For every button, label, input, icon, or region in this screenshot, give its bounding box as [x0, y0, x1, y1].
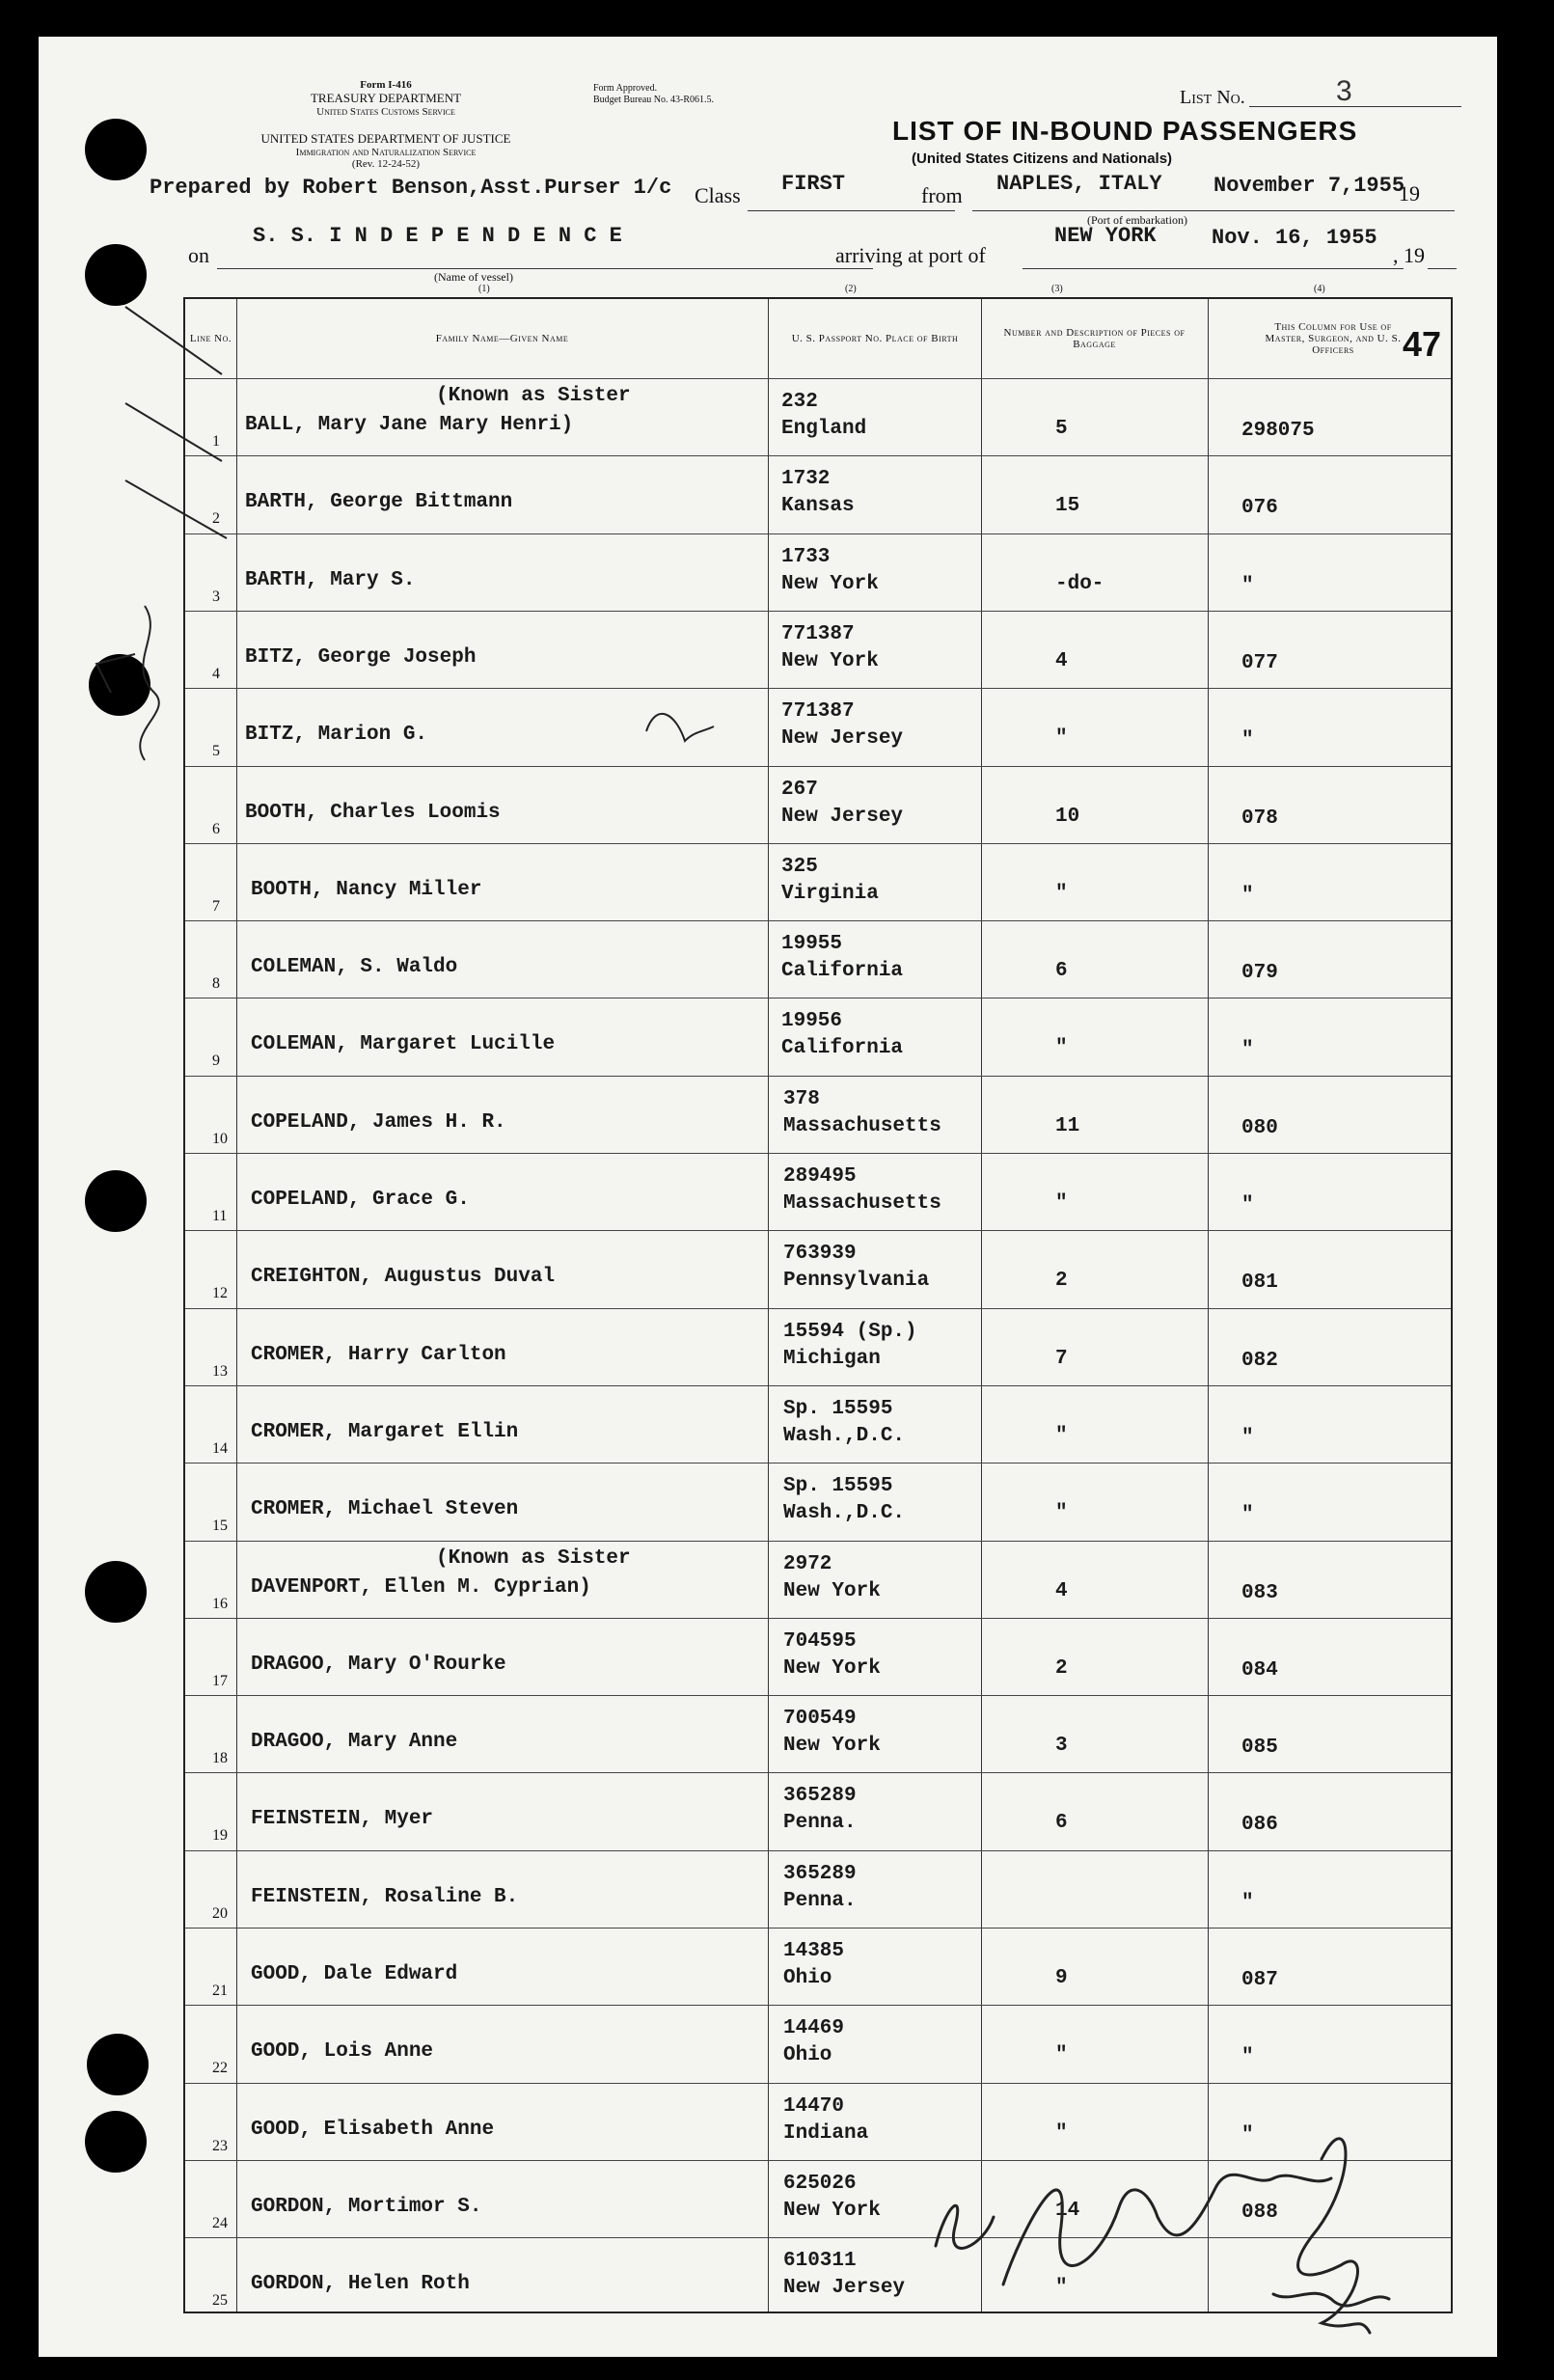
- col-header-passport: U. S. Passport No. Place of Birth: [791, 333, 959, 344]
- passenger-name: DRAGOO, Mary O'Rourke: [251, 1653, 506, 1676]
- passenger-name: CREIGHTON, Augustus Duval: [251, 1266, 556, 1289]
- officer-code: 084: [1241, 1658, 1278, 1682]
- departure-date: November 7,1955: [1213, 174, 1405, 198]
- passport-number: 704595: [783, 1629, 857, 1653]
- place-of-birth: Penna.: [783, 1889, 857, 1912]
- baggage-count: ": [1055, 1192, 1068, 1215]
- place-of-birth: New York: [781, 649, 879, 672]
- officer-code: 298075: [1241, 420, 1315, 442]
- line-number: 9: [212, 1053, 220, 1070]
- place-of-birth: New Jersey: [781, 805, 904, 828]
- place-of-birth: Wash.,D.C.: [783, 1502, 906, 1525]
- baggage-count: 4: [1055, 1579, 1068, 1602]
- prepared-by: Prepared by Robert Benson,Asst.Purser 1/c: [150, 176, 672, 200]
- passenger-name: GORDON, Helen Roth: [251, 2273, 470, 2296]
- place-of-birth: New York: [783, 1579, 881, 1602]
- officer-code: 080: [1241, 1116, 1278, 1139]
- officer-code: 076: [1241, 497, 1278, 520]
- officer-code: ": [1241, 1426, 1254, 1449]
- officer-code: 087: [1241, 1969, 1278, 1991]
- class-value: FIRST: [781, 172, 846, 196]
- col-header-line: Line No.: [189, 333, 232, 344]
- passenger-name: GORDON, Mortimor S.: [251, 2195, 482, 2218]
- passport-number: 763939: [783, 1243, 857, 1266]
- baggage-count: ": [1055, 2121, 1068, 2145]
- baggage-count: 14: [1055, 2199, 1080, 2222]
- passenger-name: COPELAND, James H. R.: [251, 1110, 506, 1134]
- passenger-name: BALL, Mary Jane Mary Henri): [245, 414, 574, 436]
- line-number: 18: [212, 1750, 228, 1767]
- place-of-birth: Indiana: [783, 2121, 869, 2145]
- baggage-count: 6: [1055, 1812, 1068, 1835]
- place-of-birth: New York: [781, 572, 879, 595]
- passenger-name: FEINSTEIN, Myer: [251, 1808, 434, 1831]
- passenger-name: DAVENPORT, Ellen M. Cyprian): [251, 1575, 591, 1599]
- place-of-birth: Penna.: [783, 1812, 857, 1835]
- passenger-name: DRAGOO, Mary Anne: [251, 1731, 458, 1754]
- line-number: 14: [212, 1439, 228, 1457]
- arriving-label: arriving at port of: [835, 243, 986, 267]
- officer-code: 081: [1241, 1272, 1278, 1295]
- page-title: LIST OF IN-BOUND PASSENGERS: [892, 116, 1358, 146]
- passport-number: 365289: [783, 1862, 857, 1885]
- officer-code: ": [1241, 884, 1254, 907]
- passenger-name: BARTH, Mary S.: [245, 568, 416, 591]
- passenger-name: GOOD, Dale Edward: [251, 1963, 458, 1985]
- passenger-name: BARTH, George Bittmann: [245, 491, 513, 514]
- place-of-birth: California: [781, 960, 904, 983]
- passenger-name: CROMER, Margaret Ellin: [251, 1420, 519, 1443]
- baggage-count: -do-: [1055, 572, 1104, 595]
- page-subtitle: (United States Citizens and Nationals): [912, 150, 1173, 167]
- place-of-birth: Massachusetts: [783, 1114, 941, 1137]
- passport-number: Sp. 15595: [783, 1475, 893, 1498]
- col-number-1: (1): [478, 284, 490, 294]
- line-number: 17: [212, 1672, 228, 1689]
- baggage-count: 10: [1055, 805, 1080, 828]
- passport-number: 1732: [781, 468, 831, 491]
- line-number: 20: [212, 1904, 228, 1922]
- passenger-name: CROMER, Michael Steven: [251, 1498, 519, 1521]
- place-of-birth: California: [781, 1037, 904, 1060]
- baggage-count: 9: [1055, 1967, 1068, 1989]
- place-of-birth: New Jersey: [781, 727, 904, 751]
- passport-number: 610311: [783, 2250, 857, 2273]
- passport-number: 700549: [783, 1708, 857, 1731]
- line-number: 7: [212, 897, 220, 915]
- passport-number: 289495: [783, 1165, 857, 1188]
- revision: (Rev. 12-24-52): [351, 158, 421, 170]
- officer-code: 077: [1241, 651, 1278, 674]
- treasury-dept: TREASURY DEPARTMENT: [310, 91, 462, 105]
- passenger-name: GOOD, Lois Anne: [251, 2040, 434, 2064]
- officer-code: ": [1241, 729, 1254, 752]
- place-of-birth: England: [781, 418, 867, 440]
- passport-number: 267: [781, 778, 818, 801]
- baggage-count: 3: [1055, 1735, 1068, 1758]
- line-number: 12: [212, 1285, 228, 1302]
- officer-code: 082: [1241, 1349, 1278, 1372]
- line-number: 21: [212, 1983, 228, 1999]
- line-number: 24: [212, 2214, 228, 2231]
- col-header-name: Family Name—Given Name: [435, 333, 569, 344]
- form-number: Form I-416: [360, 79, 412, 91]
- line-number: 19: [212, 1827, 228, 1845]
- passport-number: 14470: [783, 2094, 845, 2118]
- officer-code: 079: [1241, 962, 1278, 985]
- customs-service: United States Customs Service: [316, 106, 455, 118]
- page-stamp-number: 47: [1403, 324, 1442, 364]
- line-number: 22: [212, 2060, 228, 2077]
- port-embark-label: (Port of embarkation): [1087, 213, 1187, 227]
- baggage-count: 4: [1055, 649, 1068, 672]
- ins-service: Immigration and Naturalization Service: [295, 147, 477, 158]
- officer-code: 085: [1241, 1737, 1278, 1760]
- place-of-birth: Ohio: [783, 2044, 832, 2067]
- line-number: 23: [212, 2137, 228, 2154]
- place-of-birth: Kansas: [781, 495, 855, 518]
- passport-number: 325: [781, 855, 818, 878]
- class-label: Class: [695, 183, 741, 207]
- budget-bureau: Budget Bureau No. 43-R061.5.: [593, 95, 714, 105]
- baggage-count: ": [1055, 1424, 1068, 1447]
- place-of-birth: Wash.,D.C.: [783, 1424, 906, 1447]
- baggage-count: 5: [1055, 418, 1068, 440]
- name-note: (Known as Sister: [436, 1546, 631, 1570]
- baggage-count: 11: [1055, 1114, 1080, 1137]
- officer-code: 086: [1241, 1814, 1278, 1837]
- passenger-name: BOOTH, Nancy Miller: [251, 878, 482, 901]
- manifest-page: [39, 37, 1497, 2357]
- name-note: (Known as Sister: [436, 385, 631, 407]
- baggage-count: 15: [1055, 495, 1080, 518]
- col-header-officers: This Column for Use of Master, Surgeon, and U. S. Officers: [1265, 321, 1402, 356]
- passport-number: 378: [783, 1087, 820, 1110]
- officer-code: ": [1241, 1504, 1254, 1527]
- place-of-birth: New York: [783, 2199, 881, 2222]
- passenger-name: COPELAND, Grace G.: [251, 1189, 470, 1211]
- year-suffix-1: 19: [1399, 181, 1420, 205]
- line-number: 2: [212, 510, 220, 528]
- passport-number: 19956: [781, 1010, 843, 1033]
- officer-code: ": [1241, 2123, 1254, 2147]
- baggage-count: ": [1055, 2044, 1068, 2067]
- baggage-count: 6: [1055, 960, 1068, 983]
- arrival-port: NEW YORK: [1054, 224, 1157, 248]
- list-no-value: 3: [1336, 75, 1352, 107]
- baggage-count: ": [1055, 882, 1068, 905]
- baggage-count: 7: [1055, 1347, 1068, 1370]
- officer-code: 083: [1241, 1581, 1278, 1604]
- vessel-name: S. S. I N D E P E N D E N C E: [253, 224, 622, 248]
- baggage-count: ": [1055, 2277, 1068, 2300]
- passport-number: 771387: [781, 622, 855, 645]
- list-no-label: List No.: [1180, 87, 1245, 108]
- passport-number: 1733: [781, 545, 831, 568]
- passenger-name: BOOTH, Charles Loomis: [245, 801, 501, 824]
- justice-dept: UNITED STATES DEPARTMENT OF JUSTICE: [260, 131, 511, 146]
- passport-number: 14469: [783, 2017, 845, 2040]
- passport-number: 19955: [781, 933, 843, 956]
- year-suffix-2: , 19: [1393, 243, 1425, 267]
- from-port: NAPLES, ITALY: [996, 172, 1162, 196]
- line-number: 13: [212, 1362, 228, 1380]
- place-of-birth: New York: [783, 1735, 881, 1758]
- line-number: 15: [212, 1518, 228, 1535]
- place-of-birth: Michigan: [783, 1347, 881, 1370]
- passenger-name: BITZ, George Joseph: [245, 645, 477, 669]
- passport-number: 232: [781, 391, 818, 413]
- officer-code: ": [1241, 1891, 1254, 1914]
- passport-number: 14385: [783, 1940, 845, 1962]
- line-number: 6: [212, 820, 220, 837]
- on-label: on: [188, 243, 209, 267]
- baggage-count: 2: [1055, 1656, 1068, 1680]
- officer-code: ": [1241, 1039, 1254, 1062]
- passport-number: 2972: [783, 1552, 832, 1575]
- handwriting-overlay: [39, 37, 1497, 2357]
- passenger-name: BITZ, Marion G.: [245, 724, 428, 747]
- col-number-3: (3): [1051, 284, 1063, 294]
- passenger-name: FEINSTEIN, Rosaline B.: [251, 1885, 519, 1908]
- passport-number: 15594 (Sp.): [783, 1320, 917, 1343]
- baggage-count: ": [1055, 1502, 1068, 1525]
- line-number: 25: [212, 2292, 228, 2310]
- margin-checkmarks: [96, 307, 714, 760]
- officer-code: 078: [1241, 807, 1278, 830]
- col-header-baggage: Number and Description of Pieces of Baggage: [1003, 327, 1186, 350]
- vessel-label: (Name of vessel): [434, 270, 513, 284]
- passenger-name: GOOD, Elisabeth Anne: [251, 2118, 495, 2141]
- place-of-birth: Pennsylvania: [783, 1270, 930, 1293]
- form-approved: Form Approved.: [593, 83, 658, 94]
- line-number: 1: [212, 433, 220, 450]
- line-number: 11: [212, 1208, 228, 1224]
- officer-code: ": [1241, 2046, 1254, 2069]
- arrival-date: Nov. 16, 1955: [1212, 226, 1377, 250]
- line-number: 5: [212, 743, 220, 760]
- from-label: from: [921, 183, 963, 207]
- line-number: 16: [212, 1595, 228, 1612]
- passenger-name: COLEMAN, S. Waldo: [251, 956, 458, 979]
- place-of-birth: Ohio: [783, 1967, 832, 1989]
- place-of-birth: New Jersey: [783, 2277, 906, 2300]
- place-of-birth: New York: [783, 1656, 881, 1680]
- baggage-count: ": [1055, 727, 1068, 751]
- col-number-2: (2): [845, 284, 857, 294]
- passport-number: Sp. 15595: [783, 1397, 893, 1420]
- officer-code: 088: [1241, 2201, 1278, 2224]
- signature-scribble: [936, 2139, 1389, 2333]
- passport-number: 625026: [783, 2172, 857, 2195]
- line-number: 8: [212, 975, 220, 993]
- line-number: 10: [212, 1130, 228, 1147]
- place-of-birth: Massachusetts: [783, 1192, 941, 1215]
- passenger-name: CROMER, Harry Carlton: [251, 1343, 506, 1366]
- officer-code: ": [1241, 574, 1254, 597]
- passenger-name: COLEMAN, Margaret Lucille: [251, 1033, 556, 1056]
- passport-number: 365289: [783, 1785, 857, 1808]
- line-number: 3: [212, 588, 220, 605]
- baggage-count: 2: [1055, 1270, 1068, 1293]
- passport-number: 771387: [781, 700, 855, 724]
- line-number: 4: [212, 665, 220, 682]
- baggage-count: ": [1055, 1037, 1068, 1060]
- col-number-4: (4): [1314, 284, 1325, 294]
- place-of-birth: Virginia: [781, 882, 879, 905]
- officer-code: ": [1241, 1194, 1254, 1217]
